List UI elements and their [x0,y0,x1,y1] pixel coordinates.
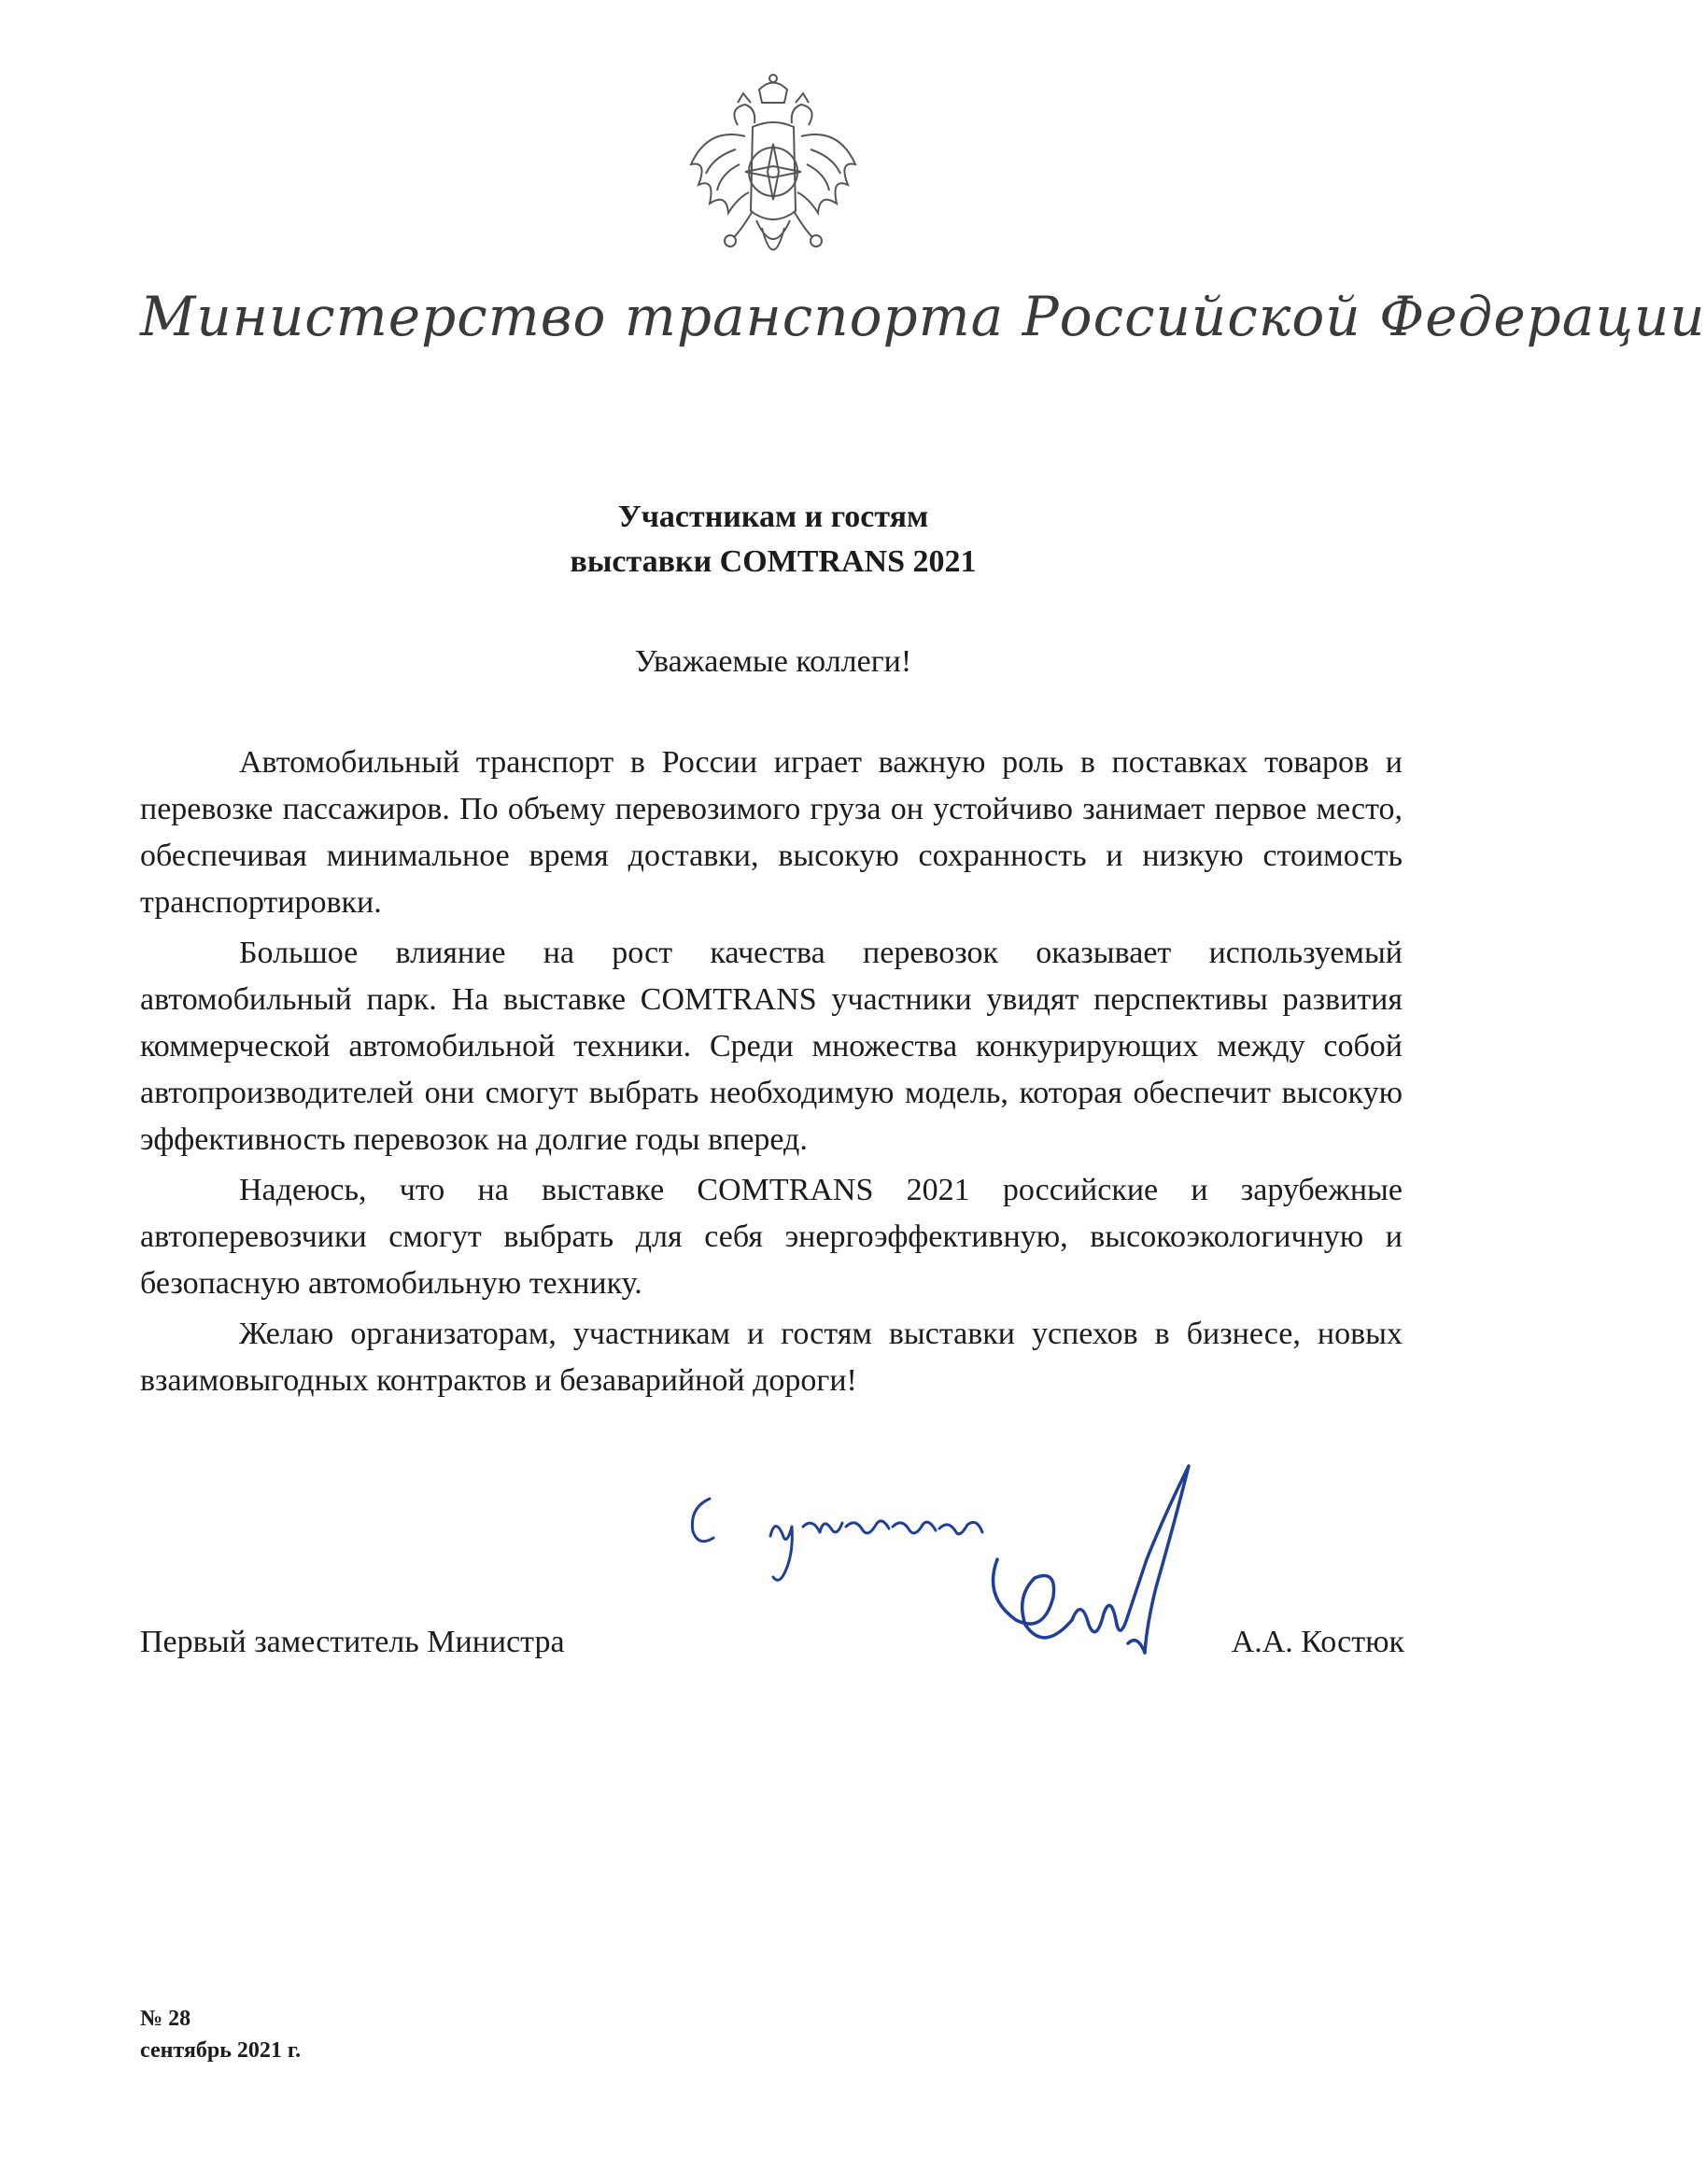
paragraph: Желаю организаторам, участникам и гостям выставки успехов в бизнесе, новых взаимовыгодных контрактов и безаварийной дороги! [140,1317,1403,1398]
document-meta [140,2003,301,2066]
addressee-heading [140,495,1406,585]
paragraph: Большое влияние на рост качества перевозок оказывает используемый автомобильный парк. На выставке COMTRANS участники увидят перспективы развития коммерческой автомобильной техники. Среди множества конкурирующих между собой автопроизводителей они смогут выбрать необходимую модель, которая обеспечит высокую эффективность перевозок на долгие годы вперед. [140,936,1403,1157]
ministry-name: Министерство транспорта Российской Федерации [140,285,1706,348]
handwritten-signature-icon [988,1457,1212,1699]
signer-name: А.А. Костюк [1231,1625,1404,1659]
addressee-line-1: Участникам и гостям [617,500,929,534]
signer-title: Первый заместитель Министра [140,1625,565,1659]
double-headed-eagle-emblem-icon [680,71,867,286]
letter-body [140,740,1403,1408]
paragraph: Надеюсь, что на выставке COMTRANS 2021 российские и зарубежные автоперевозчики смогут выбрать для себя энергоэффективную, высокоэкологичную и безопасную автомобильную технику. [140,1173,1403,1301]
handwritten-closing-icon [682,1480,1036,1592]
addressee-line-2: выставки COMTRANS 2021 [570,544,977,579]
greeting: Уважаемые коллеги! [634,644,912,679]
document-number: № 28 [140,2007,191,2031]
paragraph: Автомобильный транспорт в России играет важную роль в поставках товаров и перевозке пассажиров. По объему перевозимого груза он устойчиво занимает первое место, обеспечивая минимальное время доставки, высокую сохранность и низкую стоимость транспортировки. [140,745,1403,920]
document-date: сентябрь 2021 г. [140,2038,302,2063]
